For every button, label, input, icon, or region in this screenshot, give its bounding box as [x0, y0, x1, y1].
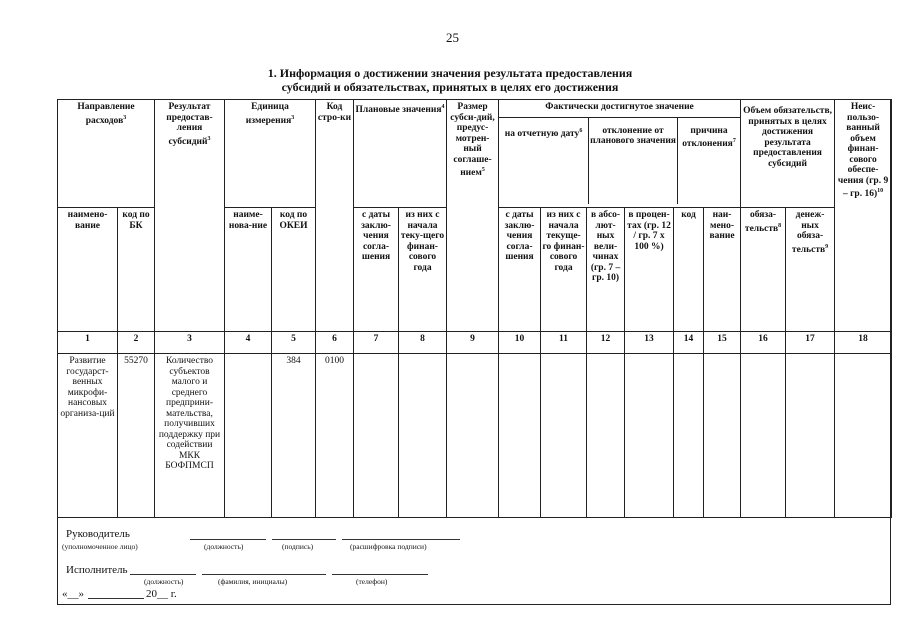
cell-direction-name[interactable]: Развитие государст-венных микрофи-нансовых организа-ций — [58, 354, 118, 518]
header-volume: Объем обязательств, принятых в целях достижения результата предоставления субсидий — [741, 100, 835, 208]
date-day[interactable]: «__» — [62, 588, 84, 600]
exec-position-line[interactable] — [130, 574, 196, 575]
header-unit-code: код по ОКЕИ — [272, 208, 316, 332]
header-reason: причина отклонения$^7$ — [682, 125, 736, 150]
col-num: 17 — [786, 332, 835, 354]
header-obligations: обяза-тельств$^8$ — [741, 208, 786, 332]
col-num: 14 — [674, 332, 704, 354]
exec-name-line[interactable] — [202, 574, 326, 575]
header-dev-abs: в абсо-лют-ных вели-чинах (гр. 7 – гр. 10) — [587, 208, 625, 332]
report-table — [57, 99, 892, 518]
header-act-from-year: из них с начала текуще-го финан-сового года — [541, 208, 587, 332]
cell-okei-code[interactable]: 384 — [272, 354, 316, 518]
cell-bk-code[interactable]: 55270 — [118, 354, 155, 518]
col-num: 1 — [58, 332, 118, 354]
col-num: 4 — [225, 332, 272, 354]
exec-name-caption: (фамилия, инициалы) — [218, 577, 288, 586]
executor-label: Исполнитель — [66, 564, 128, 576]
cell-unused[interactable] — [835, 354, 892, 518]
header-unused: Неис-пользо-ванный объем финан-сового обеспе-чения (гр. 9 – гр. 16)$^{10}$ — [835, 100, 892, 332]
header-dir-code: код по БК — [118, 208, 155, 332]
cell-dev-abs[interactable] — [587, 354, 625, 518]
head-sub-label: (уполномоченное лицо) — [62, 542, 138, 551]
phone-line[interactable] — [332, 574, 428, 575]
head-sign-line[interactable] — [272, 539, 336, 540]
col-num: 12 — [587, 332, 625, 354]
cell-line-code[interactable]: 0100 — [316, 354, 354, 518]
phone-caption: (телефон) — [356, 577, 388, 586]
cell-dev-pct[interactable] — [625, 354, 674, 518]
col-num: 8 — [399, 332, 447, 354]
col-num: 13 — [625, 332, 674, 354]
cell-act-from-sign[interactable] — [499, 354, 541, 518]
col-num: 11 — [541, 332, 587, 354]
header-line-code: Код стро-ки — [316, 100, 354, 332]
cell-act-from-year[interactable] — [541, 354, 587, 518]
header-dir-name: наимено-вание — [58, 208, 118, 332]
header-unit-name: наиме-нова-ние — [225, 208, 272, 332]
date-year[interactable]: 20__ г. — [146, 588, 177, 600]
header-on-report-date: на отчетную дату$^6$ — [499, 118, 589, 204]
head-label: Руководитель — [66, 528, 130, 540]
cell-subsidy-size[interactable] — [447, 354, 499, 518]
col-num: 10 — [499, 332, 541, 354]
head-sign-caption: (подпись) — [282, 542, 314, 551]
header-unit: Единица измерения$^3$ — [225, 100, 316, 208]
exec-position-caption: (должность) — [144, 577, 184, 586]
head-position-caption: (должность) — [204, 542, 244, 551]
cell-obligations[interactable] — [741, 354, 786, 518]
cell-plan-from-year[interactable] — [399, 354, 447, 518]
col-num: 5 — [272, 332, 316, 354]
col-num: 6 — [316, 332, 354, 354]
date-month-line[interactable] — [88, 598, 144, 599]
form-title — [200, 66, 700, 94]
col-num: 9 — [447, 332, 499, 354]
title-line-1: 1. Информация о достижении значения результата предоставления — [267, 66, 633, 80]
col-num: 2 — [118, 332, 155, 354]
header-reason-name: наи-мено-вание — [704, 208, 741, 332]
header-direction: Направление расходов$^3$ — [58, 100, 155, 208]
head-decode-line[interactable] — [342, 539, 460, 540]
cell-reason-code[interactable] — [674, 354, 704, 518]
header-dev-pct: в процен-тах (гр. 12 / гр. 7 х 100 %) — [625, 208, 674, 332]
cell-result[interactable]: Количество субъектов малого и среднего предприни-мательства, получивших поддержку при содействии МКК БОФПМСП — [155, 354, 225, 518]
cell-reason-name[interactable] — [704, 354, 741, 518]
header-plan-from-year: из них с начала теку-щего финан-сового года — [399, 208, 447, 332]
header-subsidy-size: Размер субси-дий, предус-мотрен-ный соглаше-нием$^5$ — [447, 100, 499, 332]
col-num: 7 — [354, 332, 399, 354]
header-result: Результат предостав-ления субсидий$^3$ — [155, 100, 225, 332]
table-row — [58, 354, 892, 518]
header-deviation: отклонение от планового значения — [589, 118, 678, 204]
head-decode-caption: (расшифровка подписи) — [350, 542, 427, 551]
col-num: 18 — [835, 332, 892, 354]
title-line-2: субсидий и обязательствах, принятых в целях его достижения — [281, 80, 619, 94]
cell-plan-from-sign[interactable] — [354, 354, 399, 518]
head-position-line[interactable] — [190, 539, 266, 540]
col-num: 16 — [741, 332, 786, 354]
header-planned: Плановые значения$^4$ — [354, 100, 447, 208]
header-reason-code: код — [674, 208, 704, 332]
col-num: 3 — [155, 332, 225, 354]
header-plan-from-sign: с даты заклю-чения согла-шения — [354, 208, 399, 332]
page-number: 25 — [446, 30, 459, 45]
col-num: 15 — [704, 332, 741, 354]
cell-unit-name[interactable] — [225, 354, 272, 518]
header-act-from-sign: с даты заклю-чения согла-шения — [499, 208, 541, 332]
cell-monetary[interactable] — [786, 354, 835, 518]
header-actual: Фактически достигнутое значение на отчетную дату$^6$ отклонение от планового значения причина отклонения$^7$ — [499, 100, 741, 208]
header-monetary: денеж-ных обяза-тельств$^9$ — [786, 208, 835, 332]
